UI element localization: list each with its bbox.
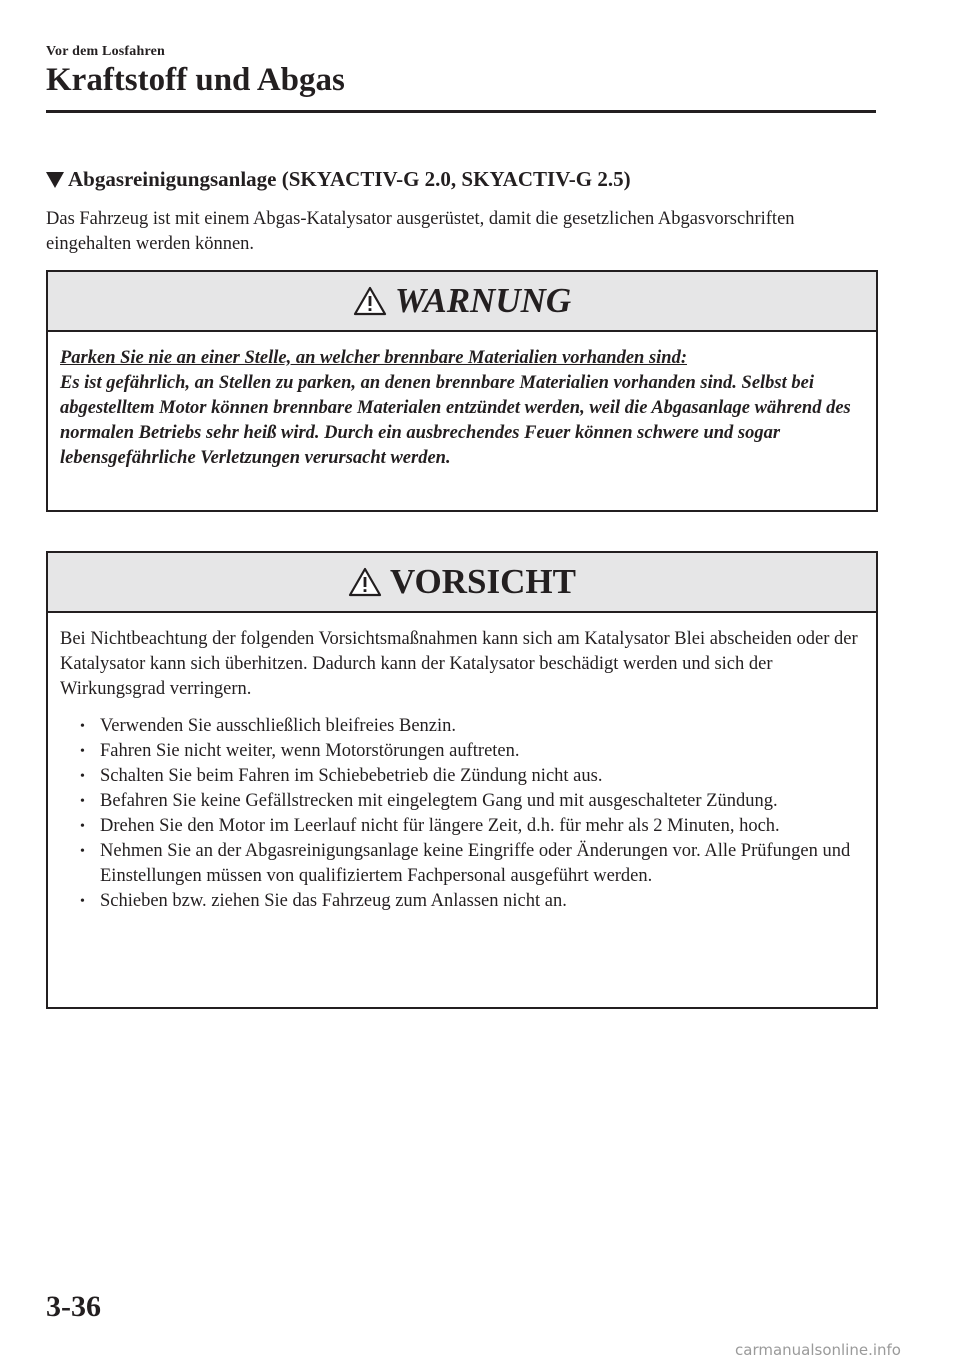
triangle-down-icon [46,172,64,188]
list-item-text: Drehen Sie den Motor im Leerlauf nicht für längere Zeit, d.h. für mehr als 2 Minuten, hoch. [100,816,780,836]
warning-lead: Parken Sie nie an einer Stelle, an welcher brennbare Materialien vorhanden sind: [60,348,687,368]
warning-triangle-icon [348,567,382,597]
warning-header [48,272,876,332]
bullet-icon: • [80,794,85,809]
caution-box [46,551,878,1009]
bullet-icon: • [80,769,85,784]
caution-text: Bei Nichtbeachtung der folgenden Vorsichtsmaßnahmen kann sich am Katalysator Blei abscheiden oder der Katalysator kann sich überhitzen. Dadurch kann der Katalysator beschädigt werden und sich der Wirkungsgrad verringern. [60,629,858,699]
list-item [60,789,864,814]
warning-text: Es ist gefährlich, an Stellen zu parken, an denen brennbare Materialien vorhanden sind. Selbst bei abgestelltem Motor können brennbare Materialen entzündet werden, weil die Abgasanlage während des normalen Betriebs sehr heiß wird. Durch ein ausbrechendes Feuer können schwere und sogar lebensgefährliche Verletzungen verursacht werden. [60,373,851,468]
bullet-icon: • [80,744,85,759]
chapter-label: Vor dem Losfahren [46,44,166,59]
header-divider [46,110,876,113]
list-item [60,839,864,889]
list-item-text: Nehmen Sie an der Abgasreinigungsanlage keine Eingriffe oder Änderungen vor. Alle Prüfungen und Einstellungen müssen von qualifiziertem Fachpersonal ausgeführt werden. [100,841,851,886]
list-item [60,714,864,739]
caution-header [48,553,876,613]
section-heading-text: Abgasreinigungsanlage (SKYACTIV-G 2.0, SKYACTIV-G 2.5) [68,167,631,191]
warning-box [46,270,878,512]
list-item [60,889,864,914]
caution-list [60,714,864,914]
warning-triangle-icon [353,286,387,316]
list-item [60,764,864,789]
list-item [60,739,864,764]
list-item-text: Befahren Sie keine Gefällstrecken mit eingelegtem Gang und mit ausgeschalteter Zündung. [100,791,778,811]
page-number: 3-36 [46,1290,101,1323]
section-intro: Das Fahrzeug ist mit einem Abgas-Katalysator ausgerüstet, damit die gesetzlichen Abgasvorschriften eingehalten werden können. [46,209,795,254]
list-item-text: Fahren Sie nicht weiter, wenn Motorstörungen auftreten. [100,741,520,761]
section-heading [46,165,631,193]
caution-label: VORSICHT [389,562,576,601]
page-title: Kraftstoff und Abgas [46,62,345,98]
list-item-text: Schalten Sie beim Fahren im Schiebebetrieb die Zündung nicht aus. [100,766,603,786]
list-item-text: Schieben bzw. ziehen Sie das Fahrzeug zum Anlassen nicht an. [100,891,567,911]
list-item [60,814,864,839]
warning-body [48,332,876,471]
list-item-text: Verwenden Sie ausschließlich bleifreies Benzin. [100,716,457,736]
bullet-icon: • [80,719,85,734]
warning-label: WARNUNG [394,281,572,320]
watermark: carmanualsonline.info [735,1341,901,1359]
bullet-icon: • [80,894,85,909]
bullet-icon: • [80,819,85,834]
bullet-icon: • [80,844,85,859]
caution-body [48,613,876,914]
